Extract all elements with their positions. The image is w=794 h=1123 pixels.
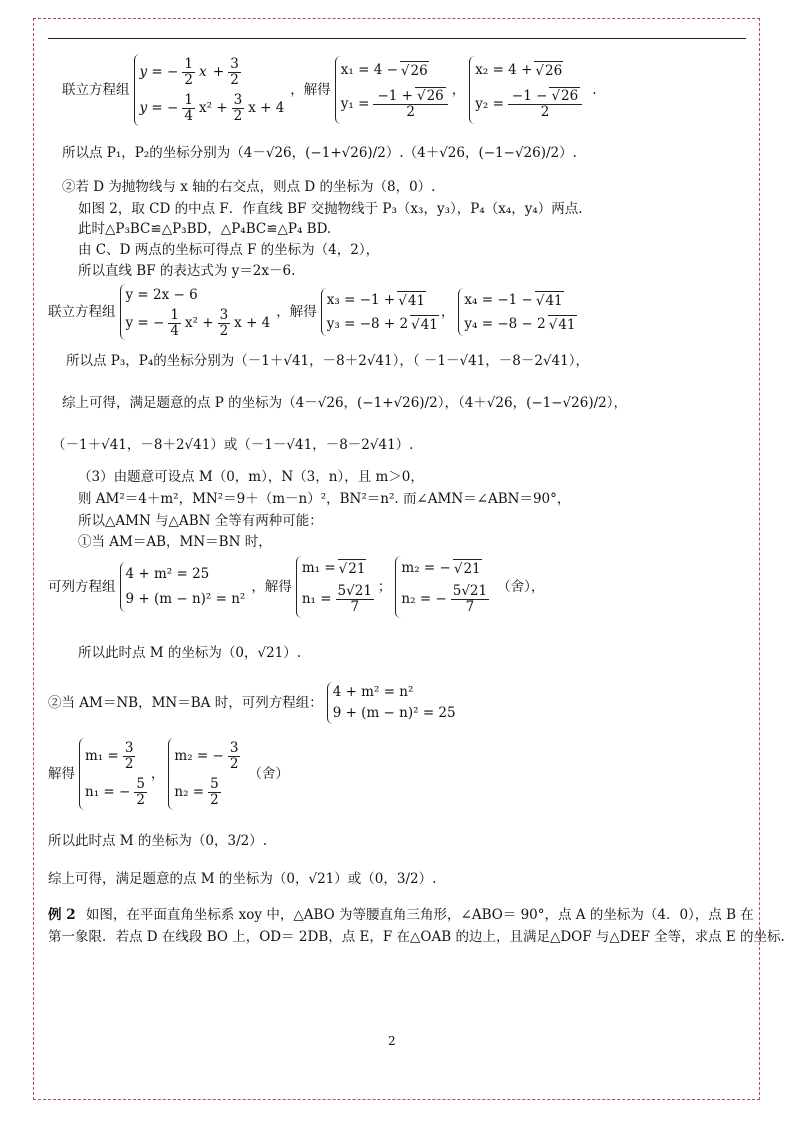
text-line: 所以直线 BF 的表达式为 y＝2x－6.	[78, 263, 296, 279]
text-line: 所以此时点 M 的坐标为（0，√21）.	[78, 645, 302, 661]
brace: m₂ = − $\frac{3}{2}$ n₂ = $\frac{5}{2}$	[168, 738, 242, 810]
text-line: 综上可得，满足题意的点 M 的坐标为（0，√21）或（0，3/2）.	[48, 871, 437, 887]
page-number: 2	[388, 1034, 396, 1048]
brace: 4 + m² = n² 9 + (m − n)² = 25	[327, 682, 456, 724]
text-line: 所以此时点 M 的坐标为（0，3/2）.	[48, 833, 268, 849]
equation-system-3: 可列方程组 4 + m² = 25 9 + (m − n)² = n² ，解得 m₁ = √ 21 n₁ = $\frac{5√21}{7}$ ； m₂ = − √ 21 n₂ = − $\frac{5√21}{7}$ （舍），	[48, 556, 544, 618]
text-line: 如图 2，取 CD 的中点 F．作直线 BF 交抛物线于 P₃（x₃，y₃），P₄（x₄，y₄）两点.	[78, 201, 583, 217]
text-line: 所以△AMN 与△ABN 全等有两种可能：	[78, 513, 323, 529]
text-line: 第一象限．若点 D 在线段 BO 上，OD＝ 2DB，点 E，F 在△OAB 的边上，且满足△DOF 与△DEF 全等，求点 E 的坐标.	[48, 929, 785, 945]
equation-system-2: 联立方程组 y = 2x − 6 y = − $\frac{1}{4}$ x² + $\frac{3}{2}$ x + 4 ，解得 x₃ = −1 + √ 41 y₃ = −8 + 2 √ 41 ， x₄ = −1 − √ 41 y₄ = −8 − 2 √ 41	[48, 284, 577, 340]
example-label: 例 2	[48, 907, 76, 923]
brace: x₁ = 4 − √ 26 y₁ = $\frac{-1 +√ 26}{2}$	[335, 56, 450, 124]
equation-system-1: 联立方程组 y = − $\frac{1}{2}$ x + $\frac{3}{2}$ y = − $\frac{1}{4}$ x² + $\frac{3}{2}$ x + 4 ，解得 x₁ = 4 − √ 26 y₁ = $\frac{-1 +√ 26}{2}$ ， x₂ = 4 + √ 26 y₂ = $\frac{-1 -√ 26}{2}$ .	[62, 54, 597, 126]
text-line: （－1＋√41，－8＋2√41）或（－1－√41，－8－2√41）.	[52, 437, 414, 453]
brace: m₂ = − √ 21 n₂ = − $\frac{5√21}{7}$	[395, 556, 491, 618]
text: 如图，在平面直角坐标系 xoy 中，△ABO 为等腰直角三角形，∠ABO＝ 90°，点 A 的坐标为（4．0），点 B 在	[85, 907, 754, 923]
text-line: 则 AM²＝4＋m²，MN²＝9＋（m－n）²，BN²＝n². 而∠AMN＝∠ABN＝90°，	[78, 491, 571, 507]
text-line: ②若 D 为抛物线与 x 轴的右交点，则点 D 的坐标为（8，0）.	[62, 179, 436, 195]
brace: m₁ = $\frac{3}{2}$ n₁ = − $\frac{5}{2}$	[79, 738, 149, 810]
text-line: 综上可得，满足题意的点 P 的坐标为（4－√26，(−1+√26)/2），（4＋√26，(−1−√26)/2），	[62, 395, 627, 411]
equation-line: ②当 AM＝NB，MN＝BA 时，可列方程组： 4 + m² = n² 9 + (m − n)² = 25	[48, 682, 456, 724]
text-line: ①当 AM＝AB，MN＝BN 时，	[78, 534, 272, 550]
header-rule	[48, 38, 746, 39]
brace: x₄ = −1 − √ 41 y₄ = −8 − 2 √ 41	[458, 288, 576, 336]
brace: y = 2x − 6 y = − $\frac{1}{4}$ x² + $\frac{3}{2}$ x + 4	[120, 284, 271, 340]
text-line: （3）由题意可设点 M（0，m），N（3，n），且 m＞0，	[78, 469, 424, 485]
text-line: 所以点 P₃，P₄的坐标分别为（－1＋√41，－8＋2√41），（ －1－√41，－8－2√41），	[66, 353, 589, 369]
brace: x₂ = 4 + √ 26 y₂ = $\frac{-1 -√ 26}{2}$	[469, 56, 584, 124]
brace: x₃ = −1 + √ 41 y₃ = −8 + 2 √ 41	[321, 288, 439, 336]
equation-system-4: 解得 m₁ = $\frac{3}{2}$ n₁ = − $\frac{5}{2}$ ， m₂ = − $\frac{3}{2}$ n₂ = $\frac{5}{2}$ （舍）	[48, 738, 289, 810]
text-line: 由 C、D 两点的坐标可得点 F 的坐标为（4，2），	[78, 242, 380, 258]
text-line: 此时△P₃BC≌△P₃BD，△P₄BC≌△P₄ BD.	[78, 221, 332, 237]
text-line: 所以点 P₁，P₂的坐标分别为（4－√26，(−1+√26)/2）.（4＋√26，(−1−√26)/2）.	[62, 145, 577, 161]
brace: m₁ = √ 21 n₁ = $\frac{5√21}{7}$	[296, 556, 376, 618]
brace: 4 + m² = 25 9 + (m − n)² = n²	[120, 562, 246, 612]
brace: y = − $\frac{1}{2}$ x + $\frac{3}{2}$ y = − $\frac{1}{4}$ x² + $\frac{3}{2}$ x + 4	[134, 54, 285, 126]
example-2	[48, 906, 754, 924]
text: 联立方程组	[62, 82, 130, 98]
